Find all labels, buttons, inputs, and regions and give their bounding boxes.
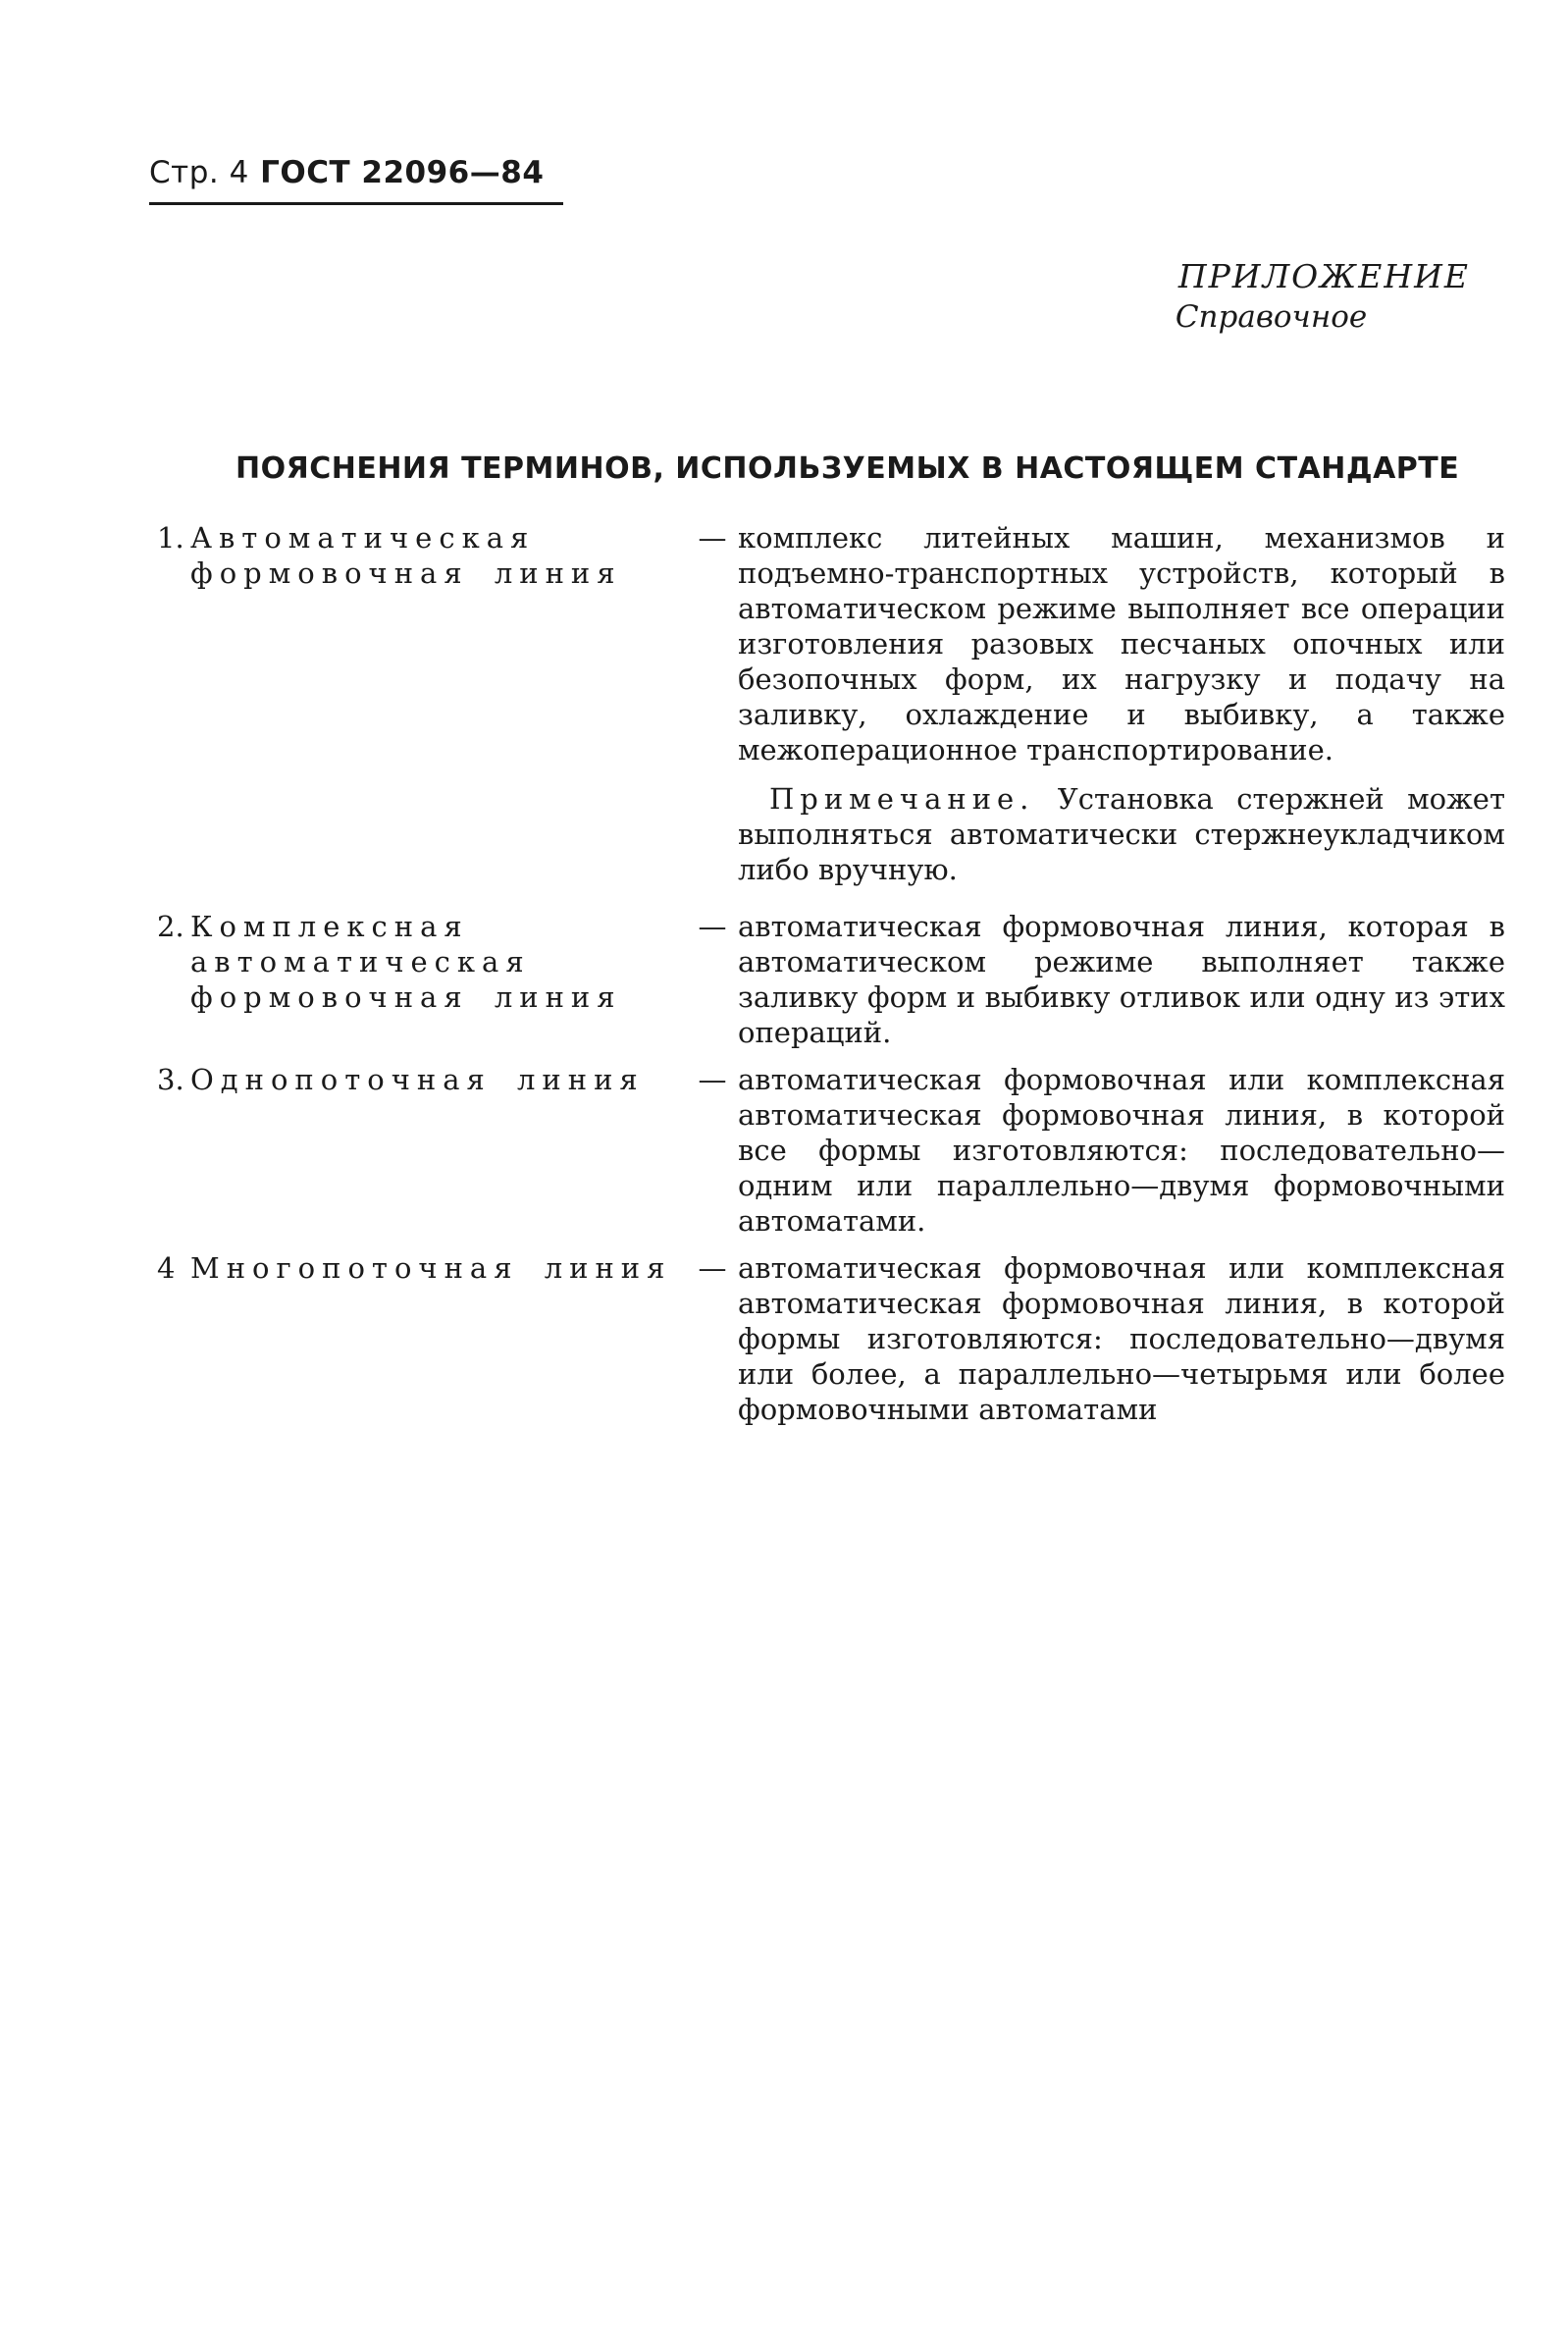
term-definition-text: автоматическая формовочная или комплексная автоматическая формовочная линия, в которой формы изготовляются: последовательно—двумя или более, а параллельно—четырьмя или более формовочными автоматами xyxy=(738,1251,1505,1426)
standard-code: ГОСТ 22096—84 xyxy=(260,155,545,190)
appendix-label xyxy=(1176,257,1470,335)
header-rule xyxy=(149,202,563,205)
term-number: 4 xyxy=(157,1251,176,1285)
term-row xyxy=(157,909,1511,1050)
term-note xyxy=(738,781,1505,887)
term-number: 2. xyxy=(157,910,184,943)
term-row xyxy=(157,1062,1511,1239)
term-name: Однопоточная линия xyxy=(190,1063,645,1096)
term-definition-text: комплекс литейных машин, механизмов и подъемно-транспортных устройств, который в автоматическом режиме выполняет все операции изготовления разовых песчаных опочных или безопочных форм, их нагрузку и подачу на заливку, охлаждение и выбивку, а также межоперационное транспортирование. xyxy=(738,521,1505,767)
section-title: ПОЯСНЕНИЯ ТЕРМИНОВ, ИСПОЛЬЗУЕМЫХ В НАСТОЯЩЕМ СТАНДАРТЕ xyxy=(235,451,1460,486)
note-label: Примечание. xyxy=(769,782,1035,816)
term-number: 3. xyxy=(157,1063,184,1096)
term-dash: — xyxy=(698,521,727,555)
term-dash: — xyxy=(698,910,727,943)
term-number: 1. xyxy=(157,521,184,555)
term-dash: — xyxy=(698,1063,727,1096)
term-definition-text: автоматическая формовочная линия, которая в автоматическом режиме выполняет также заливку форм и выбивку отливок или одну из этих операций. xyxy=(738,910,1505,1049)
term-definition xyxy=(738,909,1511,1050)
appendix-subtitle: Справочное xyxy=(1175,299,1368,335)
term-definition-text: автоматическая формовочная или комплексная автоматическая формовочная линия, в которой все формы изготовляются: последовательно—одним или параллельно—двумя формовочными автоматами. xyxy=(738,1063,1505,1238)
appendix-title: ПРИЛОЖЕНИЕ xyxy=(1177,257,1470,295)
term-definition xyxy=(738,1062,1511,1239)
note-text: Установка стержней может выполняться автоматически стержнеукладчиком либо вручную. xyxy=(738,782,1505,886)
term-definition xyxy=(738,520,1511,887)
term-dash: — xyxy=(698,1251,727,1285)
term-definition xyxy=(738,1250,1511,1427)
page-number: Стр. 4 xyxy=(149,155,249,190)
term-row xyxy=(157,1250,1511,1427)
page-header xyxy=(149,155,544,190)
term-name: Комплексная автоматическая формовочная линия xyxy=(190,910,622,1014)
term-name: Многопоточная линия xyxy=(190,1251,672,1285)
terms-list xyxy=(157,520,1511,1427)
term-name: Автоматическая формовочная линия xyxy=(190,521,622,590)
term-row xyxy=(157,520,1511,887)
